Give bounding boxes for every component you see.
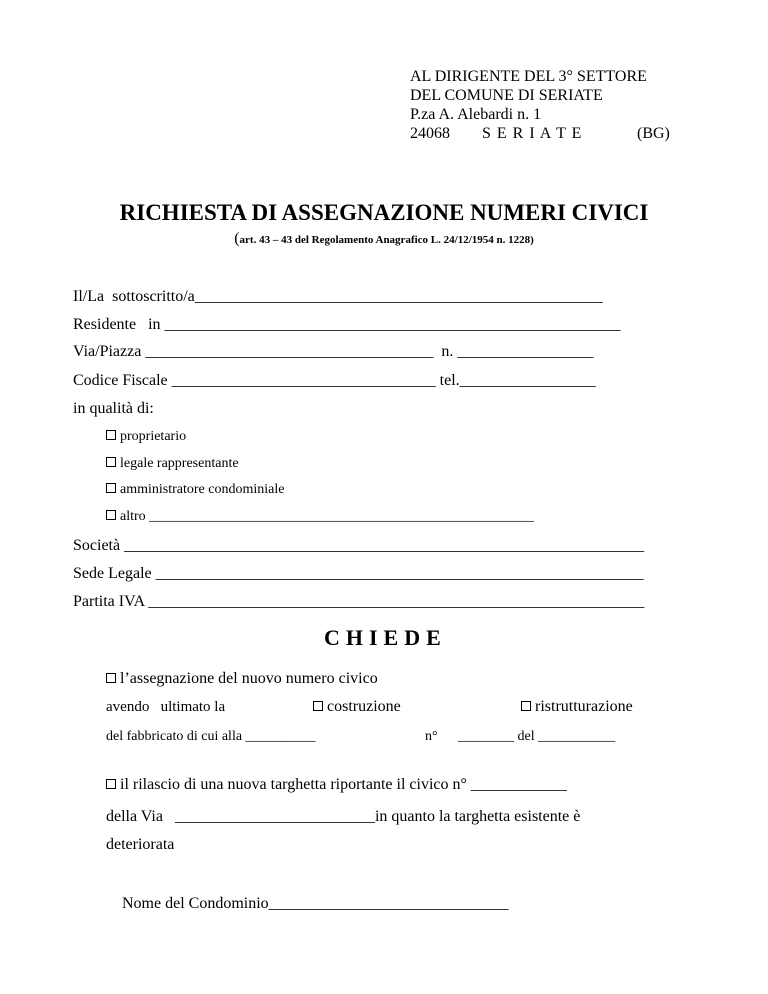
field-sede-legale[interactable]: Sede Legale _____________________________________________________________ xyxy=(73,565,644,582)
option-proprietario[interactable] xyxy=(106,428,186,445)
option-assegnazione[interactable] xyxy=(106,670,378,688)
option-costruzione[interactable] xyxy=(313,698,401,716)
recipient-cap: 24068 xyxy=(410,125,450,142)
option-legale-label: legale rappresentante xyxy=(120,456,239,471)
option-amministratore-label: amministratore condominiale xyxy=(120,482,285,497)
document-title: RICHIESTA DI ASSEGNAZIONE NUMERI CIVICI xyxy=(119,200,649,225)
field-residente[interactable]: Residente in _________________________________________________________ xyxy=(73,316,621,333)
option-rilascio-targhetta[interactable] xyxy=(106,776,567,794)
recipient-line-2: DEL COMUNE DI SERIATE xyxy=(410,87,603,104)
subtitle-text: art. 43 – 43 del Regolamento Anagrafico L. 24/12/1954 n. 1228) xyxy=(239,234,534,246)
subtitle-paren: ( xyxy=(234,230,240,247)
checkbox-icon[interactable] xyxy=(106,457,116,467)
checkbox-icon[interactable] xyxy=(313,701,323,711)
checkbox-icon[interactable] xyxy=(106,779,116,789)
document-subtitle xyxy=(0,230,768,248)
option-altro-label: altro _______________________________________________________ xyxy=(120,509,535,524)
checkbox-icon[interactable] xyxy=(521,701,531,711)
field-via-piazza[interactable]: Via/Piazza ____________________________________ n. _________________ xyxy=(73,343,594,360)
chiede-heading: CHIEDE xyxy=(324,625,447,650)
field-fabbricato[interactable]: del fabbricato di cui alla __________ xyxy=(106,729,316,744)
field-sottoscritto[interactable]: Il/La sottoscritto/a___________________________________________________ xyxy=(73,288,603,305)
recipient-province: (BG) xyxy=(637,125,670,142)
field-codice-fiscale[interactable]: Codice Fiscale _________________________________ tel._________________ xyxy=(73,372,596,389)
ristrutturazione-label: ristrutturazione xyxy=(535,698,633,715)
rilascio-label: il rilascio di una nuova targhetta riportante il civico n° ____________ xyxy=(120,776,567,793)
deteriorata-label: deteriorata xyxy=(106,836,175,853)
avendo-label: avendo ultimato la xyxy=(106,699,226,715)
checkbox-icon[interactable] xyxy=(106,510,116,520)
assegnazione-label: l’assegnazione del nuovo numero civico xyxy=(120,670,378,687)
recipient-line-3: P.za A. Alebardi n. 1 xyxy=(410,106,542,123)
recipient-city: S E R I A T E xyxy=(482,125,583,142)
costruzione-label: costruzione xyxy=(327,698,401,715)
option-amministratore[interactable] xyxy=(106,481,284,498)
checkbox-icon[interactable] xyxy=(106,483,116,493)
checkbox-icon[interactable] xyxy=(106,430,116,440)
option-altro[interactable] xyxy=(106,508,534,525)
option-proprietario-label: proprietario xyxy=(120,429,187,444)
option-ristrutturazione[interactable] xyxy=(521,698,633,716)
field-societa[interactable]: Società _________________________________________________________________ xyxy=(73,537,645,554)
field-partita-iva[interactable]: Partita IVA ______________________________________________________________ xyxy=(73,593,645,610)
numero-label: n° xyxy=(425,729,438,744)
checkbox-icon[interactable] xyxy=(106,673,116,683)
qualita-label: in qualità di: xyxy=(73,400,154,417)
field-numero-del[interactable]: ________ del ___________ xyxy=(458,729,616,744)
field-della-via[interactable]: della Via _________________________in quanto la targhetta esistente è xyxy=(106,808,581,825)
option-legale-rappresentante[interactable] xyxy=(106,455,239,472)
recipient-line-1: AL DIRIGENTE DEL 3° SETTORE xyxy=(410,68,647,85)
field-nome-condominio[interactable]: Nome del Condominio______________________________ xyxy=(122,895,509,912)
